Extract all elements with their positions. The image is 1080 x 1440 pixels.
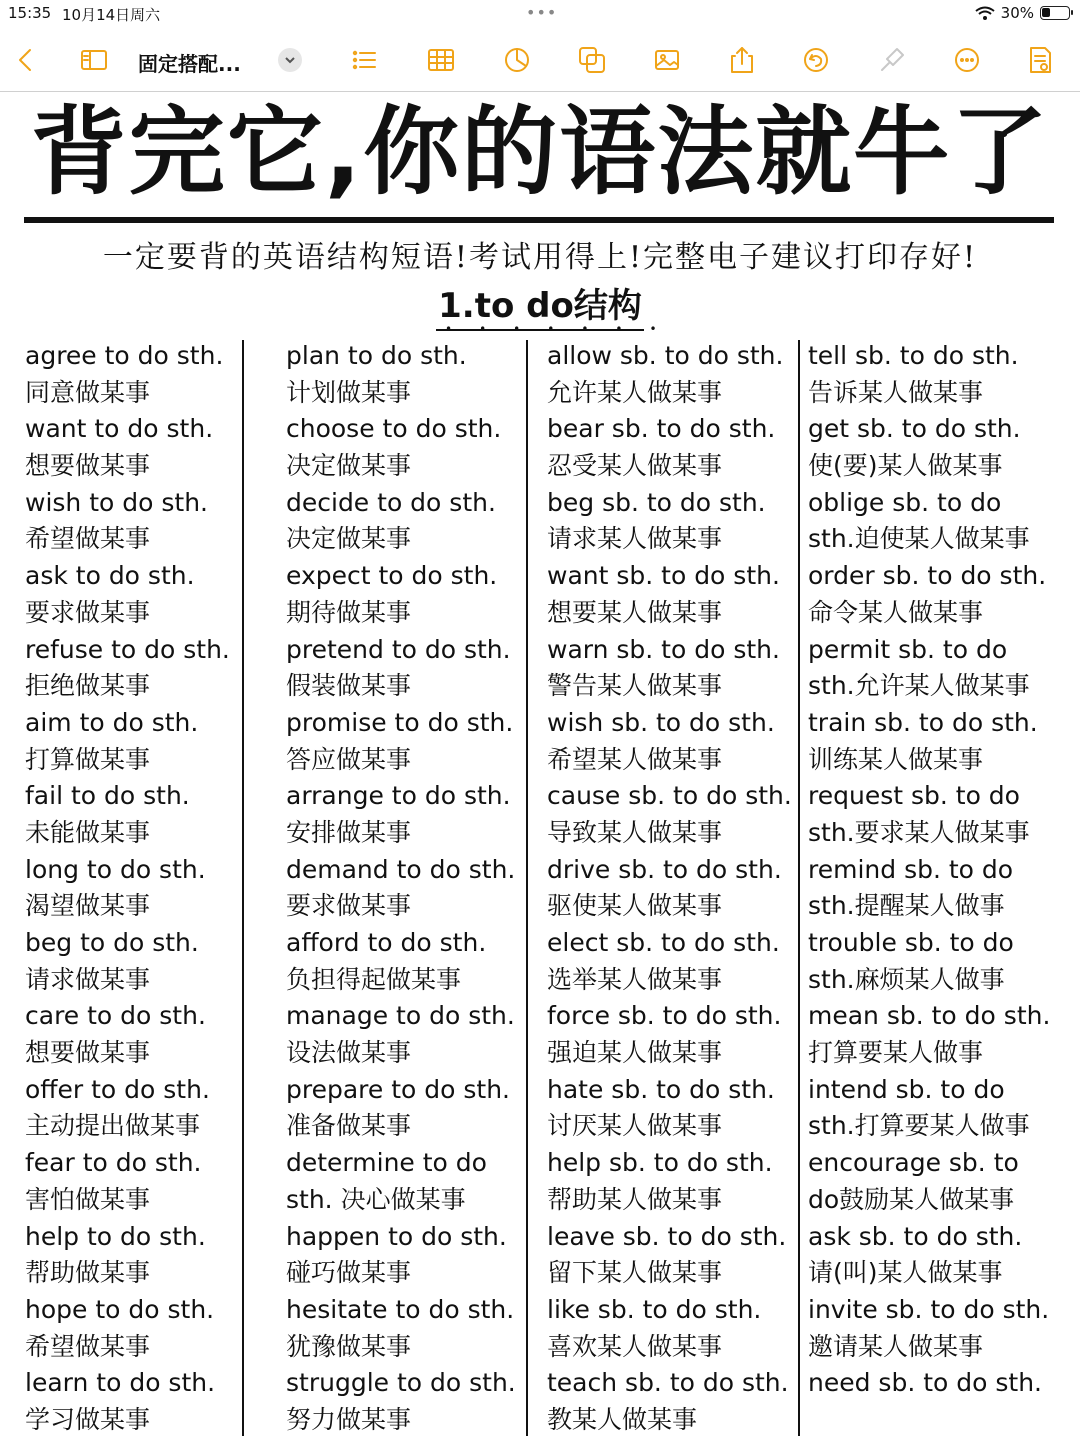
phrase-line: 学习做某事 <box>25 1404 151 1434</box>
phrase-line: oblige sb. to do <box>808 487 1002 517</box>
phrase-line: 期待做某事 <box>286 597 412 627</box>
phrase-line: hate sb. to do sth. <box>547 1074 775 1104</box>
phrase-line: struggle to do sth. <box>286 1368 516 1398</box>
phrase-line: 害怕做某事 <box>25 1184 151 1214</box>
phrase-line: allow sb. to do sth. <box>547 341 784 370</box>
phrase-line: tell sb. to do sth. <box>808 341 1019 370</box>
phrase-line: 计划做某事 <box>286 377 412 407</box>
phrase-line: 忍受某人做某事 <box>547 451 723 481</box>
phrase-column-4 <box>808 338 1063 1402</box>
phrase-line: 同意做某事 <box>25 377 151 407</box>
phrase-line: 准备做某事 <box>286 1111 412 1141</box>
phrase-line: 邀请某人做某事 <box>808 1331 984 1361</box>
phrase-line: sth.提醒某人做事 <box>808 891 1005 921</box>
phrase-line: permit sb. to do <box>808 634 1008 664</box>
phrase-line: 未能做某事 <box>25 817 151 847</box>
phrase-line: 警告某人做某事 <box>547 671 723 701</box>
phrase-line: leave sb. to do sth. <box>547 1221 787 1251</box>
phrase-line: help sb. to do sth. <box>547 1148 773 1178</box>
phrase-line: 想要做某事 <box>25 1038 151 1068</box>
phrase-line: offer to do sth. <box>25 1074 210 1104</box>
phrase-column-2 <box>286 338 541 1439</box>
phrase-line: intend sb. to do <box>808 1074 1005 1104</box>
phrase-line: care to do sth. <box>25 1001 206 1031</box>
phrase-line: pretend to do sth. <box>286 634 511 664</box>
toolbar <box>0 34 1080 88</box>
phrase-line: 安排做某事 <box>286 817 412 847</box>
phrase-line: 渴望做某事 <box>25 891 151 921</box>
document-headline: 背完它,你的语法就牛了 <box>30 96 1050 208</box>
phrase-column-3 <box>547 338 802 1439</box>
phrase-line: 请求做某事 <box>25 964 151 994</box>
phrase-line: 导致某人做某事 <box>547 817 723 847</box>
phrase-line: drive sb. to do sth. <box>547 854 782 884</box>
phrase-line: teach sb. to do sth. <box>547 1368 789 1398</box>
phrase-line: 强迫某人做某事 <box>547 1038 723 1068</box>
document-title[interactable]: 固定搭配... <box>138 52 241 76</box>
phrase-line: 训练某人做某事 <box>808 744 984 774</box>
phrase-line: 拒绝做某事 <box>25 671 151 701</box>
phrase-line: 请求某人做某事 <box>547 524 723 554</box>
phrase-line: 假装做某事 <box>286 671 412 701</box>
phrase-line: 要求做某事 <box>286 891 412 921</box>
section-title-text: 1.to do结构 <box>436 278 644 331</box>
column-divider <box>798 340 800 1436</box>
phrase-line: 讨厌某人做某事 <box>547 1111 723 1141</box>
phrase-line: do鼓励某人做某事 <box>808 1184 1015 1214</box>
document-view-icon[interactable] <box>1022 42 1058 78</box>
phrase-line: want sb. to do sth. <box>547 561 780 591</box>
document-subtitle: 一定要背的英语结构短语!考试用得上!完整电子建议打印存好! <box>102 240 978 275</box>
phrase-line: promise to do sth. <box>286 707 514 737</box>
phrase-line: need sb. to do sth. <box>808 1368 1042 1398</box>
toolbar-divider <box>0 91 1080 92</box>
undo-icon[interactable] <box>798 42 834 78</box>
phrase-line: long to do sth. <box>25 854 206 884</box>
phrase-line: demand to do sth. <box>286 854 516 884</box>
phrase-line: 主动提出做某事 <box>25 1111 201 1141</box>
phrase-line: fail to do sth. <box>25 781 190 811</box>
list-icon[interactable] <box>346 42 382 78</box>
emphasis-dots: ••••••• <box>445 322 684 336</box>
wifi-icon <box>975 6 995 21</box>
phrase-line: 努力做某事 <box>286 1404 412 1434</box>
phrase-line: 留下某人做某事 <box>547 1258 723 1288</box>
phrase-line: manage to do sth. <box>286 1001 515 1031</box>
phrase-line: 允许某人做某事 <box>547 377 723 407</box>
phrase-line: 要求做某事 <box>25 597 151 627</box>
phrase-line: mean sb. to do sth. <box>808 1001 1051 1031</box>
phrase-line: 驱使某人做某事 <box>547 891 723 921</box>
format-brush-icon[interactable] <box>874 42 910 78</box>
headline-rule <box>24 217 1054 223</box>
phrase-line: 希望做某事 <box>25 524 151 554</box>
phrase-line: invite sb. to do sth. <box>808 1294 1050 1324</box>
phrase-line: 选举某人做某事 <box>547 964 723 994</box>
status-right <box>975 4 1070 22</box>
phrase-line: ask to do sth. <box>25 561 195 591</box>
phrase-line: prepare to do sth. <box>286 1074 510 1104</box>
battery-icon <box>1040 6 1070 20</box>
phrase-line: learn to do sth. <box>25 1368 216 1398</box>
phrase-line: order sb. to do sth. <box>808 561 1047 591</box>
phrase-line: hesitate to do sth. <box>286 1294 515 1324</box>
phrase-line: train sb. to do sth. <box>808 707 1038 737</box>
more-icon[interactable] <box>949 42 985 78</box>
phrase-line: remind sb. to do <box>808 854 1014 884</box>
phrase-line: warn sb. to do sth. <box>547 634 780 664</box>
phrase-line: choose to do sth. <box>286 414 502 444</box>
phrase-line: decide to do sth. <box>286 487 496 517</box>
phrase-line: 打算要某人做事 <box>808 1038 984 1068</box>
phrase-line: plan to do sth. <box>286 341 467 370</box>
phrase-line: 希望某人做某事 <box>547 744 723 774</box>
chevron-down-icon[interactable] <box>278 48 302 72</box>
phrase-line: agree to do sth. <box>25 341 224 370</box>
phrase-line: 告诉某人做某事 <box>808 377 984 407</box>
phrase-line: fear to do sth. <box>25 1148 202 1178</box>
phrase-line: 决定做某事 <box>286 451 412 481</box>
phrase-line: sth.允许某人做某事 <box>808 671 1030 701</box>
phrase-line: 帮助做某事 <box>25 1258 151 1288</box>
phrase-line: 想要某人做某事 <box>547 597 723 627</box>
phrase-line: afford to do sth. <box>286 928 487 957</box>
column-divider <box>526 340 528 1436</box>
multitasking-dots-icon[interactable]: ••• <box>526 3 558 22</box>
phrase-line: 教某人做某事 <box>547 1404 698 1434</box>
phrase-line: sth. 决心做某事 <box>286 1184 466 1214</box>
phrase-line: cause sb. to do sth. <box>547 781 792 811</box>
phrase-line: request sb. to do <box>808 781 1020 811</box>
column-divider <box>242 340 244 1436</box>
status-time: 15:35 <box>8 4 52 22</box>
battery-percent: 30% <box>1000 4 1034 22</box>
phrase-line: expect to do sth. <box>286 561 498 591</box>
phrase-line: 帮助某人做某事 <box>547 1184 723 1214</box>
phrase-line: 答应做某事 <box>286 744 412 774</box>
phrase-line: like sb. to do sth. <box>547 1294 762 1324</box>
phrase-line: want to do sth. <box>25 414 214 444</box>
sidebar-icon[interactable] <box>76 42 112 78</box>
phrase-line: 喜欢某人做某事 <box>547 1331 723 1361</box>
phrase-line: elect sb. to do sth. <box>547 928 780 957</box>
phrase-line: get sb. to do sth. <box>808 414 1021 444</box>
phrase-line: 碰巧做某事 <box>286 1258 412 1288</box>
shapes-icon[interactable] <box>574 42 610 78</box>
back-icon[interactable] <box>8 42 44 78</box>
media-icon[interactable] <box>650 42 686 78</box>
phrase-line: 打算做某事 <box>25 744 151 774</box>
phrase-line: wish sb. to do sth. <box>547 707 775 737</box>
phrase-line: 设法做某事 <box>286 1038 412 1068</box>
phrase-line: sth.打算要某人做事 <box>808 1111 1030 1141</box>
phrase-line: 犹豫做某事 <box>286 1331 412 1361</box>
phrase-line: happen to do sth. <box>286 1221 507 1251</box>
phrase-line: 命令某人做某事 <box>808 597 984 627</box>
phrase-line: 请(叫)某人做某事 <box>808 1258 1003 1288</box>
phrase-line: 希望做某事 <box>25 1331 151 1361</box>
status-bar <box>0 0 1080 28</box>
phrase-line: wish to do sth. <box>25 487 208 517</box>
phrase-line: help to do sth. <box>25 1221 206 1251</box>
phrase-line: ask sb. to do sth. <box>808 1221 1023 1251</box>
phrase-line: 负担得起做某事 <box>286 964 462 994</box>
phrase-line: refuse to do sth. <box>25 634 230 664</box>
phrase-line: sth.迫使某人做某事 <box>808 524 1030 554</box>
phrase-line: beg sb. to do sth. <box>547 487 766 517</box>
phrase-line: hope to do sth. <box>25 1294 215 1324</box>
chart-icon[interactable] <box>499 42 535 78</box>
status-date: 10月14日周六 <box>62 6 161 24</box>
phrase-line: 决定做某事 <box>286 524 412 554</box>
phrase-line: sth.要求某人做某事 <box>808 817 1030 847</box>
phrase-line: sth.麻烦某人做事 <box>808 964 1005 994</box>
phrase-line: determine to do <box>286 1148 487 1178</box>
table-icon[interactable] <box>423 42 459 78</box>
share-icon[interactable] <box>724 42 760 78</box>
phrase-line: encourage sb. to <box>808 1148 1019 1178</box>
phrase-line: aim to do sth. <box>25 707 199 737</box>
phrase-line: trouble sb. to do <box>808 928 1014 957</box>
phrase-line: 想要做某事 <box>25 451 151 481</box>
phrase-line: arrange to do sth. <box>286 781 511 811</box>
phrase-line: force sb. to do sth. <box>547 1001 782 1031</box>
phrase-line: beg to do sth. <box>25 928 199 957</box>
phrase-line: bear sb. to do sth. <box>547 414 776 444</box>
phrase-line: 使(要)某人做某事 <box>808 451 1003 481</box>
